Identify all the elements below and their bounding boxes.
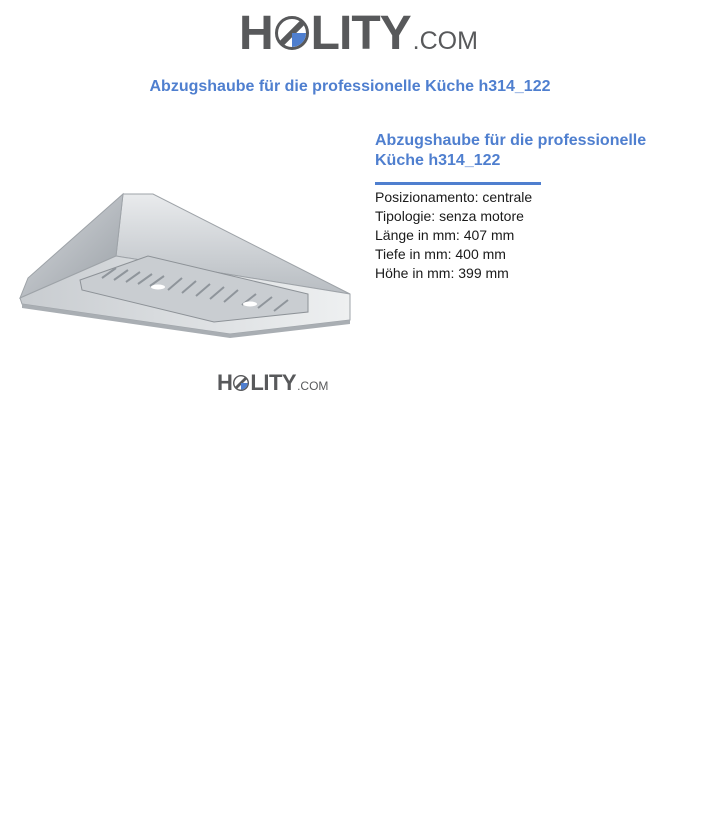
product-info [375, 131, 675, 283]
spec-positioning: Posizionamento: centrale [375, 189, 533, 205]
logo-wordmark: LITY [310, 7, 411, 60]
product-image [18, 190, 354, 340]
logo-suffix: .COM [412, 27, 478, 55]
spec-length: Länge in mm: 407 mm [375, 227, 515, 243]
logo-letter-h: H [239, 7, 273, 60]
product-title: Abzugshaube für die professionelle Küche h314_122 [375, 132, 647, 169]
spec-height: Höhe in mm: 399 mm [375, 265, 509, 281]
brand-logo[interactable] [239, 7, 478, 65]
logo-wordmark: LITY [250, 370, 297, 395]
logo-letter-h: H [217, 370, 233, 395]
spec-type: Tipologie: senza motore [375, 208, 524, 224]
title-divider [375, 182, 541, 185]
logo-o-mark-icon [275, 11, 309, 45]
kitchen-extractor-hood-icon [18, 190, 354, 340]
page-title: Abzugshaube für die professionelle Küche h314_122 [149, 78, 551, 95]
logo-o-mark-icon [233, 373, 249, 389]
brand-logo-small [217, 372, 328, 397]
logo-suffix: .COM [297, 379, 329, 393]
spec-depth: Tiefe in mm: 400 mm [375, 246, 506, 262]
